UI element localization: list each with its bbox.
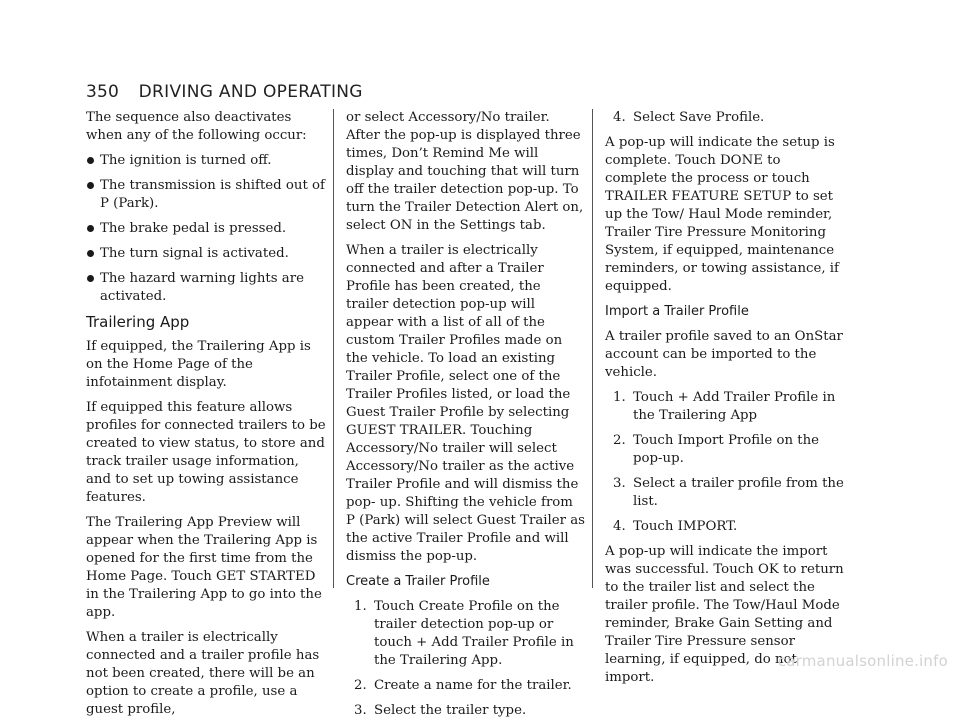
list-item	[346, 702, 586, 720]
section-title: DRIVING AND OPERATING	[138, 82, 363, 102]
list-item-text: The hazard warning lights are activated.	[100, 271, 304, 304]
paragraph: A pop-up will indicate the setup is complete. Touch DONE to complete the process or touch TRAILER FEATURE SETUP to set up the Tow/ Haul Mode reminder, Trailer Tire Pressure Monitoring System, if equipped, maintenance reminders, or towing assistance, if equipped.	[605, 135, 839, 294]
list-item	[346, 677, 586, 695]
step-number: 2.	[613, 433, 626, 448]
step-text: Select a trailer profile from the list.	[633, 476, 844, 509]
watermark: carmanualsonline.info	[777, 652, 948, 670]
step-number: 3.	[613, 476, 626, 491]
list-item	[86, 245, 326, 263]
paragraph: A pop-up will indicate the import was successful. Touch OK to return to the trailer list and select the trailer profile. The Tow/Haul Mode reminder, Brake Gain Setting and Trailer Tire Pressure sensor learning, if equipped, do not import.	[605, 544, 844, 685]
paragraph: The sequence also deactivates when any of the following occur:	[86, 110, 307, 143]
column-3	[605, 109, 845, 694]
list-item-text: The ignition is turned off.	[100, 153, 272, 168]
list-item	[605, 389, 845, 425]
step-number: 3.	[354, 703, 367, 718]
bullet-icon	[87, 182, 94, 189]
bullet-icon	[87, 250, 94, 257]
step-number: 1.	[613, 390, 626, 405]
list-item	[605, 109, 845, 127]
paragraph: A trailer profile saved to an OnStar account can be imported to the vehicle.	[605, 329, 843, 380]
column-2	[346, 109, 586, 727]
list-item-text: The turn signal is activated.	[100, 246, 289, 261]
column-divider	[333, 109, 334, 588]
step-text: Touch Create Profile on the trailer detection pop-up or touch + Add Trailer Profile in the Trailering App.	[374, 599, 574, 668]
list-item	[86, 152, 326, 170]
list-item	[605, 518, 845, 536]
list-item	[346, 598, 586, 670]
paragraph: or select Accessory/No trailer. After the pop-up is displayed three times, Don’t Remind Me will display and touching that will turn off the trailer detection pop-up. To turn the Trailer Detection Alert on, select ON in the Settings tab.	[346, 110, 584, 233]
bullet-icon	[87, 157, 94, 164]
bullet-list	[86, 152, 326, 306]
list-item	[605, 475, 845, 511]
step-text: Select Save Profile.	[633, 110, 765, 125]
paragraph: If equipped, the Trailering App is on the Home Page of the infotainment display.	[86, 339, 311, 390]
paragraph: When a trailer is electrically connected and after a Trailer Profile has been created, the trailer detection pop-up will appear with a list of all of the custom Trailer Profiles made on the vehicle. To load an existing Trailer Profile, select one of the Trailer Profiles listed, or load the Guest Trailer Profile by selecting GUEST TRAILER. Touching Accessory/No trailer will select Accessory/No trailer as the active Trailer Profile and will dismiss the pop- up. Shifting the vehicle from P (Park) will select Guest Trailer as the active Trailer Profile and will dismiss the pop-up.	[346, 243, 585, 564]
step-list	[605, 109, 845, 127]
step-number: 1.	[354, 599, 367, 614]
subheading: Create a Trailer Profile	[346, 574, 490, 589]
step-text: Touch Import Profile on the pop-up.	[633, 433, 820, 466]
paragraph: The Trailering App Preview will appear when the Trailering App is opened for the first time from the Home Page. Touch GET STARTED in the Trailering App to go into the app.	[86, 515, 322, 620]
list-item	[605, 432, 845, 468]
list-item	[86, 220, 326, 238]
list-item-text: The brake pedal is pressed.	[100, 221, 287, 236]
bullet-icon	[87, 275, 94, 282]
list-item-text: The transmission is shifted out of P (Park).	[100, 178, 325, 211]
page-header	[86, 82, 363, 102]
bullet-icon	[87, 225, 94, 232]
paragraph: When a trailer is electrically connected and a trailer profile has not been created, there will be an option to create a profile, use a guest profile,	[86, 630, 320, 717]
step-number: 4.	[613, 519, 626, 534]
step-number: 4.	[613, 110, 626, 125]
paragraph: If equipped this feature allows profiles for connected trailers to be created to view status, to store and track trailer usage information, and to set up towing assistance features.	[86, 400, 326, 505]
step-text: Touch + Add Trailer Profile in the Trailering App	[633, 390, 836, 423]
step-list	[605, 389, 845, 536]
step-list	[346, 598, 586, 720]
step-text: Create a name for the trailer.	[374, 678, 572, 693]
section-heading: Trailering App	[86, 313, 190, 331]
column-divider	[592, 109, 593, 588]
list-item	[86, 270, 326, 306]
step-text: Touch IMPORT.	[633, 519, 738, 534]
column-1	[86, 109, 326, 726]
list-item	[86, 177, 326, 213]
subheading: Import a Trailer Profile	[605, 304, 749, 319]
page-number: 350	[86, 82, 120, 102]
step-number: 2.	[354, 678, 367, 693]
step-text: Select the trailer type.	[374, 703, 527, 718]
